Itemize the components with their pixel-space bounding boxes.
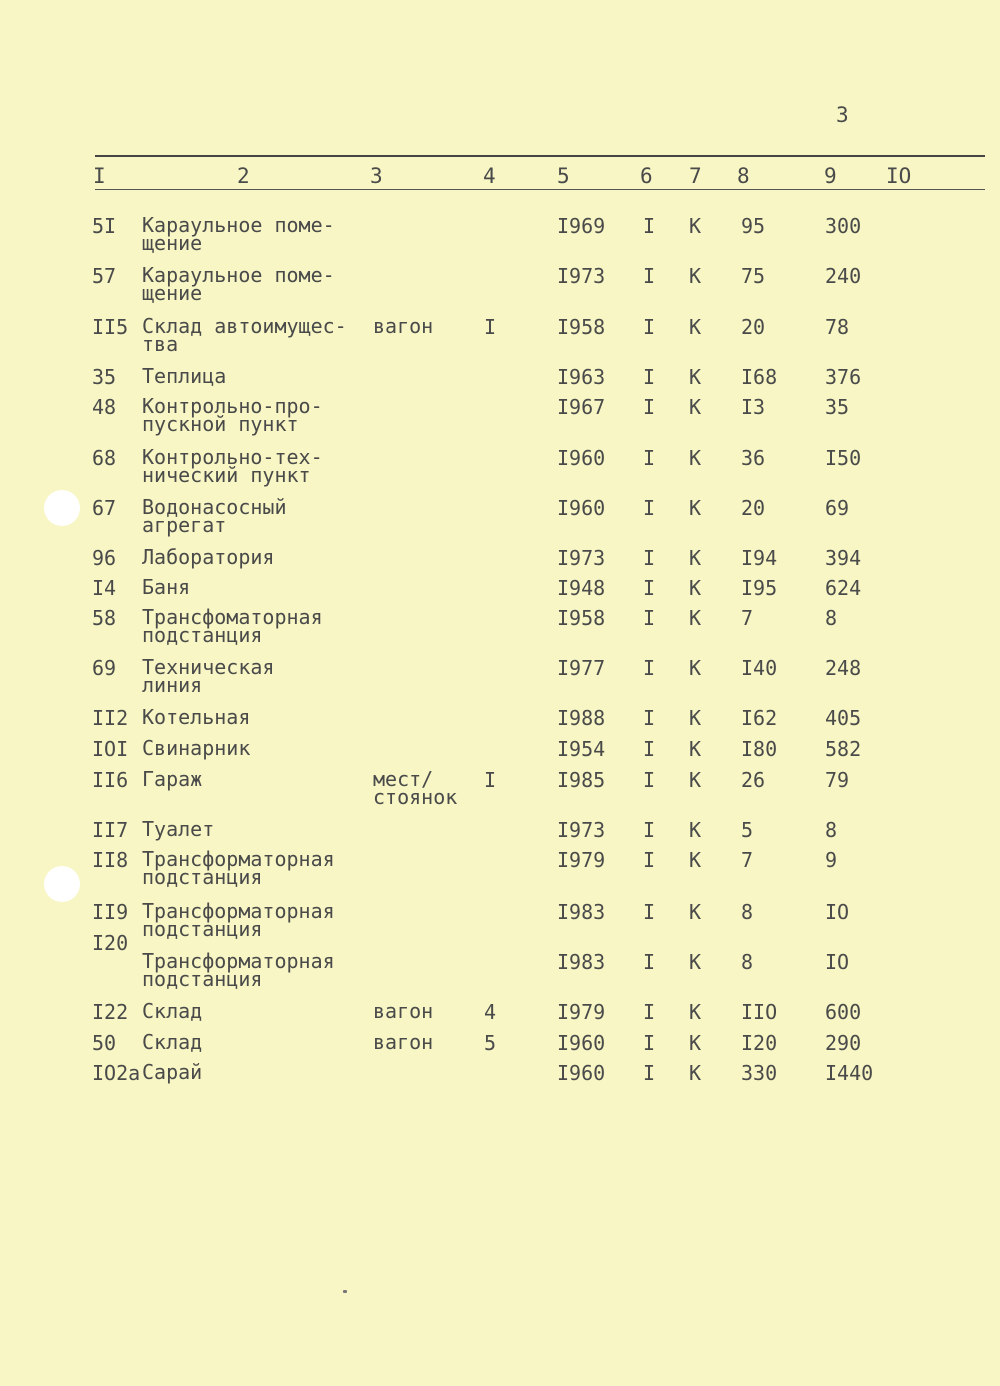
year-cell: I973 [557,264,606,288]
object-name-line: подстанция [142,623,263,647]
ink-speck [343,1290,347,1293]
column-7-cell: К [689,264,702,288]
column-header: 7 [689,164,702,188]
object-name-cell [142,364,227,388]
item-number-cell: II5 [92,315,129,339]
column-7-cell: К [689,1000,702,1024]
column-8-cell: 26 [741,768,766,792]
column-8-cell: 75 [741,264,766,288]
item-number-cell: IOI [92,737,129,761]
column-3-cell [373,1030,434,1054]
item-number-cell: IO2а [92,1061,141,1085]
object-name-line: Склад автоимущес- [142,314,347,338]
item-number-cell: 96 [92,546,117,570]
column-3-cell [373,999,434,1023]
item-number-cell: 48 [92,395,117,419]
column-6-cell: I [643,496,656,520]
column-8-cell: 5 [741,818,754,842]
year-cell: I948 [557,576,606,600]
object-name-line: Трансформаторная [142,949,335,973]
object-name-line: Теплица [142,364,227,388]
column-9-cell: 79 [825,768,850,792]
column-7-cell: К [689,496,702,520]
item-number-cell: II7 [92,818,129,842]
year-cell: I963 [557,365,606,389]
object-name-line: подстанция [142,967,263,991]
column-7-cell: К [689,214,702,238]
column-6-cell: I [643,768,656,792]
year-cell: I960 [557,496,606,520]
column-4-cell: 4 [484,1000,497,1024]
object-name-line: Туалет [142,817,215,841]
year-cell: I983 [557,950,606,974]
year-cell: I960 [557,446,606,470]
item-number-cell: II2 [92,706,129,730]
object-name-line: нический пункт [142,463,311,487]
column-9-cell: 582 [825,737,862,761]
item-number-cell: 58 [92,606,117,630]
object-name-cell [142,314,347,356]
item-number-cell: II8 [92,848,129,872]
object-name-line: Караульное поме- [142,263,335,287]
object-name-line: Котельная [142,705,251,729]
object-name-cell [142,575,191,599]
column-7-cell: К [689,606,702,630]
column-6-cell: I [643,1061,656,1085]
item-number-cell: 50 [92,1031,117,1055]
column-8-cell: 8 [741,900,754,924]
object-name-line: Контрольно-тех- [142,445,323,469]
column-9-cell: 394 [825,546,862,570]
column-7-cell: К [689,1061,702,1085]
object-name-line: пускной пункт [142,412,299,436]
column-9-cell: 600 [825,1000,862,1024]
object-name-cell [142,847,335,889]
column-9-cell: 290 [825,1031,862,1055]
column-3-line: мест/ [373,767,434,791]
object-name-cell [142,767,203,791]
column-header: 6 [640,164,653,188]
object-name-line: Склад [142,999,203,1023]
column-7-cell: К [689,446,702,470]
object-name-cell [142,545,275,569]
column-9-cell: 35 [825,395,850,419]
year-cell: I973 [557,546,606,570]
column-9-cell: 405 [825,706,862,730]
column-7-cell: К [689,395,702,419]
column-7-cell: К [689,848,702,872]
column-4-cell: I [484,768,497,792]
column-9-cell: IO [825,900,850,924]
column-9-cell: 8 [825,818,838,842]
column-6-cell: I [643,606,656,630]
column-8-cell: I40 [741,656,778,680]
column-6-cell: I [643,546,656,570]
column-header: 4 [483,164,496,188]
year-cell: I958 [557,606,606,630]
column-8-cell: I95 [741,576,778,600]
column-8-cell: IIO [741,1000,778,1024]
object-name-cell [142,394,323,436]
column-7-cell: К [689,315,702,339]
column-8-cell: 95 [741,214,766,238]
column-header: 2 [237,164,250,188]
object-name-cell [142,213,335,255]
year-cell: I967 [557,395,606,419]
column-4-cell: I [484,315,497,339]
object-name-line: Баня [142,575,191,599]
object-name-line: подстанция [142,865,263,889]
column-9-cell: 300 [825,214,862,238]
column-6-cell: I [643,315,656,339]
year-cell: I960 [557,1061,606,1085]
column-6-cell: I [643,1031,656,1055]
column-3-cell [373,767,458,809]
object-name-line: Лаборатория [142,545,275,569]
column-8-cell: 20 [741,496,766,520]
item-number-cell: 35 [92,365,117,389]
item-number-cell: I22 [92,1000,129,1024]
column-9-cell: 376 [825,365,862,389]
object-name-cell [142,999,203,1023]
object-name-cell [142,263,335,305]
column-7-cell: К [689,950,702,974]
column-8-cell: 8 [741,950,754,974]
column-8-cell: 7 [741,606,754,630]
column-8-cell: I3 [741,395,766,419]
object-name-cell [142,949,335,991]
column-3-line: вагон [373,1030,434,1054]
object-name-line: Гараж [142,767,203,791]
column-6-cell: I [643,395,656,419]
column-7-cell: К [689,706,702,730]
column-6-cell: I [643,214,656,238]
column-header: 9 [824,164,837,188]
table-header-rule [95,189,985,190]
item-number-cell: I4 [92,576,117,600]
column-6-cell: I [643,818,656,842]
column-header: 8 [737,164,750,188]
column-6-cell: I [643,737,656,761]
object-name-line: Сарай [142,1060,203,1084]
column-3-line: вагон [373,314,434,338]
object-name-cell [142,495,287,537]
object-name-line: щение [142,281,203,305]
year-cell: I977 [557,656,606,680]
object-name-line: Водонасосный [142,495,287,519]
item-number-cell: 5I [92,214,117,238]
object-name-line: Техническая [142,655,275,679]
punch-hole [44,866,80,902]
column-7-cell: К [689,546,702,570]
object-name-line: линия [142,673,203,697]
column-9-cell: 8 [825,606,838,630]
object-name-cell [142,817,215,841]
year-cell: I985 [557,768,606,792]
item-number-cell: 69 [92,656,117,680]
column-header: I [93,164,106,188]
object-name-line: Трансформаторная [142,847,335,871]
year-cell: I979 [557,848,606,872]
punch-hole [44,490,80,526]
column-7-cell: К [689,365,702,389]
object-name-line: Контрольно-про- [142,394,323,418]
item-number-cell: I20 [92,931,129,955]
column-9-cell: 9 [825,848,838,872]
column-7-cell: К [689,768,702,792]
column-6-cell: I [643,1000,656,1024]
item-number-cell: 67 [92,496,117,520]
year-cell: I979 [557,1000,606,1024]
column-3-line: вагон [373,999,434,1023]
column-6-cell: I [643,365,656,389]
column-3-cell [373,314,434,338]
column-6-cell: I [643,950,656,974]
column-9-cell: 248 [825,656,862,680]
object-name-cell [142,445,323,487]
object-name-line: подстанция [142,917,263,941]
column-9-cell: IO [825,950,850,974]
column-9-cell: I440 [825,1061,874,1085]
column-8-cell: I68 [741,365,778,389]
column-8-cell: I62 [741,706,778,730]
column-header: 3 [370,164,383,188]
column-6-cell: I [643,576,656,600]
item-number-cell: 68 [92,446,117,470]
object-name-line: щение [142,231,203,255]
item-number-cell: II9 [92,900,129,924]
object-name-cell [142,899,335,941]
column-header: IO [886,164,912,188]
year-cell: I988 [557,706,606,730]
column-9-cell: I50 [825,446,862,470]
column-8-cell: 36 [741,446,766,470]
table-top-rule [95,155,985,157]
column-6-cell: I [643,900,656,924]
column-6-cell: I [643,848,656,872]
object-name-line: Караульное поме- [142,213,335,237]
column-8-cell: I20 [741,1031,778,1055]
column-6-cell: I [643,656,656,680]
column-8-cell: I94 [741,546,778,570]
year-cell: I958 [557,315,606,339]
object-name-cell [142,605,323,647]
column-7-cell: К [689,1031,702,1055]
column-8-cell: I80 [741,737,778,761]
object-name-cell [142,655,275,697]
object-name-line: Трансфоматорная [142,605,323,629]
page-number: 3 [836,103,849,127]
column-9-cell: 624 [825,576,862,600]
column-8-cell: 330 [741,1061,778,1085]
column-7-cell: К [689,656,702,680]
year-cell: I983 [557,900,606,924]
column-7-cell: К [689,818,702,842]
column-6-cell: I [643,446,656,470]
column-9-cell: 240 [825,264,862,288]
column-6-cell: I [643,264,656,288]
column-9-cell: 78 [825,315,850,339]
column-header: 5 [557,164,570,188]
column-7-cell: К [689,576,702,600]
object-name-line: агрегат [142,513,227,537]
column-7-cell: К [689,900,702,924]
column-8-cell: 7 [741,848,754,872]
year-cell: I960 [557,1031,606,1055]
year-cell: I973 [557,818,606,842]
column-9-cell: 69 [825,496,850,520]
column-6-cell: I [643,706,656,730]
object-name-line: Свинарник [142,736,251,760]
object-name-cell [142,1030,203,1054]
column-7-cell: К [689,737,702,761]
column-3-line: стоянок [373,785,458,809]
object-name-cell [142,1060,203,1084]
object-name-cell [142,736,251,760]
year-cell: I954 [557,737,606,761]
column-4-cell: 5 [484,1031,497,1055]
object-name-line: тва [142,332,179,356]
item-number-cell: II6 [92,768,129,792]
year-cell: I969 [557,214,606,238]
object-name-line: Склад [142,1030,203,1054]
column-8-cell: 20 [741,315,766,339]
object-name-cell [142,705,251,729]
item-number-cell: 57 [92,264,117,288]
object-name-line: Трансформаторная [142,899,335,923]
